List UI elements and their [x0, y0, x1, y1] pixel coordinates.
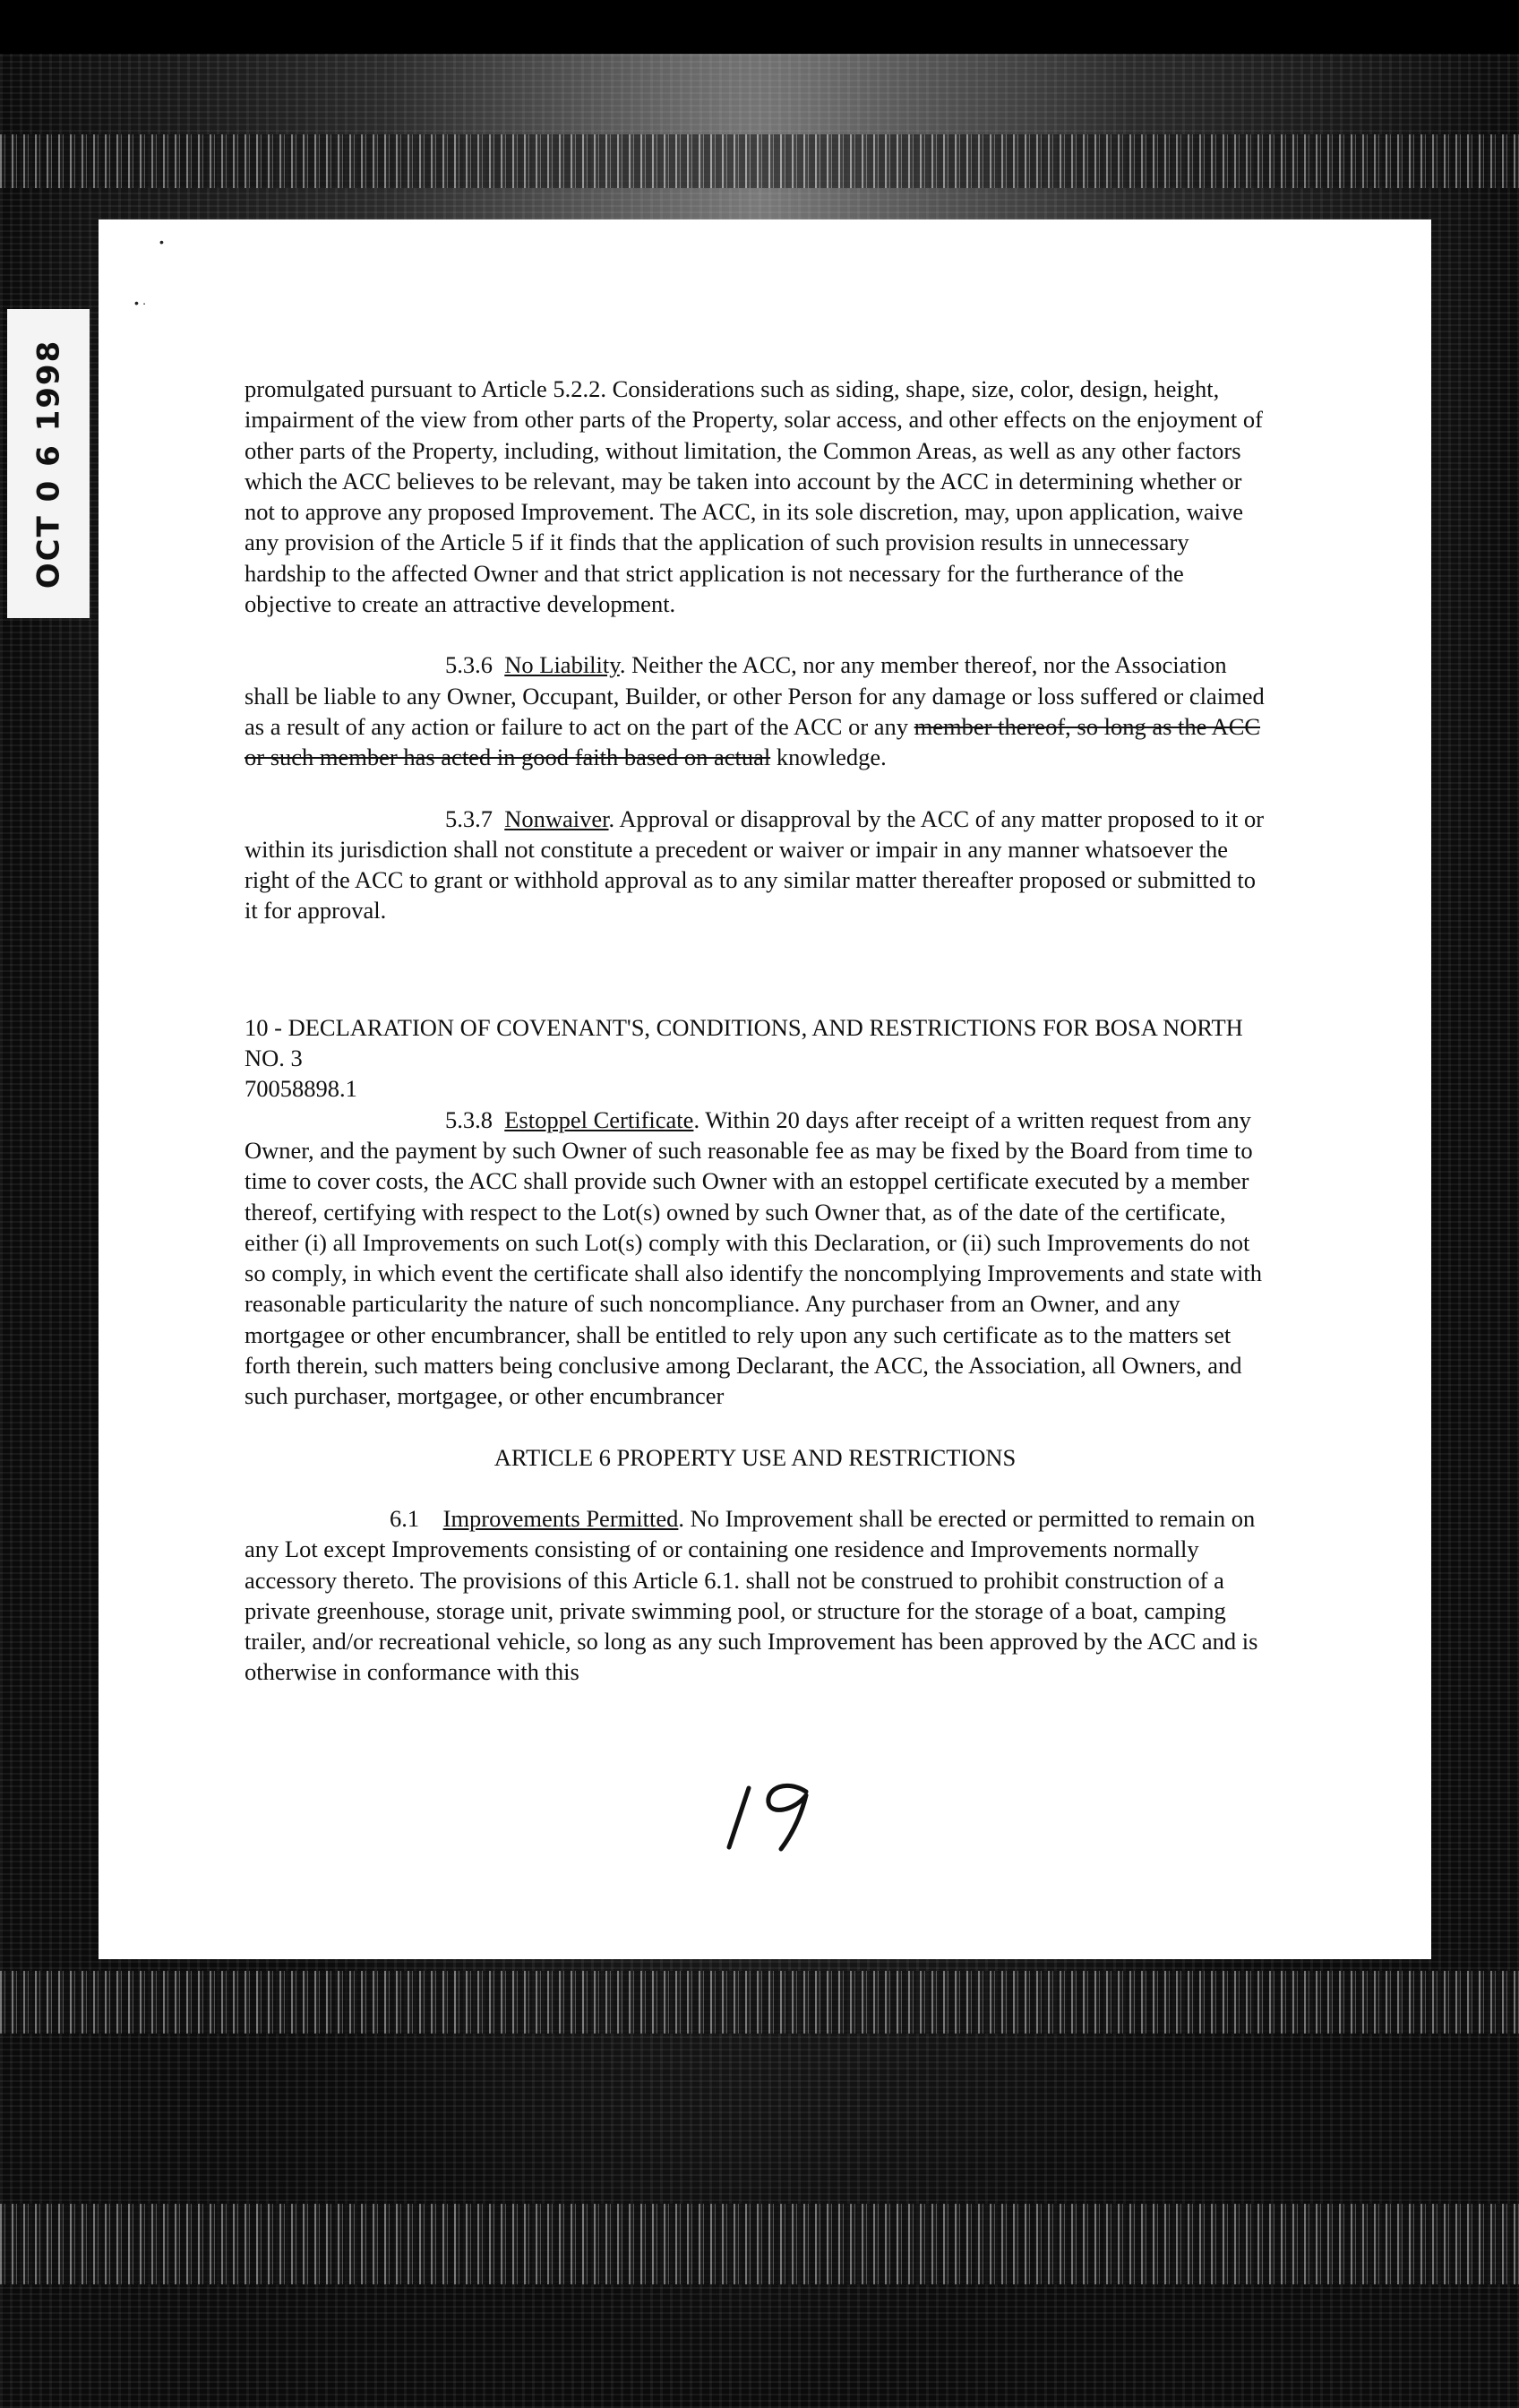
- scan-noise-lower: [0, 1971, 1519, 2034]
- section-6-1: [245, 1503, 1266, 1688]
- section-text-end: knowledge.: [770, 744, 887, 771]
- scan-noise-bottom: [0, 2204, 1519, 2284]
- date-stamp-text: OCT 0 6 1998: [30, 339, 67, 589]
- page-footer-title: 10 - DECLARATION OF COVENANT'S, CONDITIONS, AND RESTRICTIONS FOR BOSA NORTH NO. 3: [245, 1013, 1243, 1072]
- handwritten-page-number: [724, 1772, 831, 1853]
- section-title: Estoppel Certificate: [504, 1105, 694, 1133]
- section-text: . Approval or disapproval by the ACC of any matter proposed to it or within its jurisdiction shall not constitute a precedent or waiver or impair in any manner whatsoever the right of the ACC to grant or withhold approval as to any similar matter thereafter proposed or submitted to it for approval.: [245, 804, 1265, 924]
- section-5-3-6: [245, 649, 1266, 772]
- section-text: . Neither the ACC, nor any member thereof, nor the Association shall be liable to any Owner, Occupant, Builder, or other Person for any damage or loss suffered or claimed as a result of any action or failure to act on the part of the ACC or any: [245, 651, 1265, 740]
- section-number: 5.3.8: [445, 1105, 493, 1133]
- section-5-3-7: [245, 804, 1266, 926]
- section-number: 5.3.6: [445, 651, 493, 679]
- section-title: Improvements Permitted: [442, 1504, 679, 1532]
- date-stamp: [7, 309, 90, 618]
- scan-noise-top: [0, 134, 1519, 188]
- section-title: Nonwaiver: [504, 804, 609, 832]
- scan-top-band: [0, 0, 1519, 54]
- scan-speck: • ·: [134, 296, 147, 310]
- section-5-3-8: [245, 1105, 1266, 1412]
- page-footer-doc-id: 70058898.1: [245, 1075, 357, 1103]
- document-body: [245, 374, 1266, 1688]
- section-text: . No Improvement shall be erected or permitted to remain on any Lot except Improvements consisting of or containing one residence and Improvements normally accessory thereto. The provisions of this Article 6.1. shall not be construed to prohibit construction of a private greenhouse, storage unit, private swimming pool, or structure for the storage of a boat, camping trailer, and/or recreational vehicle, so long as any such Improvement has been approved by the ACC and is otherwise in conformance with this: [245, 1504, 1258, 1686]
- section-text: . Within 20 days after receipt of a written request from any Owner, and the payment by such Owner of such reasonable fee as may be fixed by the Board from time to time to cover costs, the ACC shall provide such Owner with an estoppel certificate executed by a member thereof, certifying with respect to the Lot(s) owned by such Owner that, as of the date of the certificate, either (i) all Improvements on such Lot(s) comply with this Declaration, or (ii) such Improvements do not so comply, in which event the certificate shall also identify the noncomplying Improvements and state with reasonable particularity the nature of such noncompliance. Any purchaser from an Owner, and any mortgagee or other encumbrancer, shall be entitled to rely upon any such certificate as to the matters set forth therein, such matters being conclusive among Declarant, the ACC, the Association, all Owners, and such purchaser, mortgagee, or other encumbrancer: [245, 1105, 1263, 1410]
- scan-speck: •: [159, 235, 164, 249]
- section-title: No Liability: [504, 651, 620, 679]
- section-number: 6.1: [390, 1504, 420, 1532]
- section-number: 5.3.7: [445, 804, 493, 832]
- intro-paragraph: promulgated pursuant to Article 5.2.2. Considerations such as siding, shape, size, color, design, height, impairment of the view from other parts of the Property, solar access, and other effects on the enjoyment of other parts of the Property, including, without limitation, the Common Areas, as well as any other factors which the ACC believes to be relevant, may be taken into account by the ACC in determining whether or not to approve any proposed Improvement. The ACC, in its sole discretion, may, upon application, waive any provision of the Article 5 if it finds that the application of such provision results in unnecessary hardship to the affected Owner and that strict application is not necessary for the furtherance of the objective to create an attractive development.: [245, 375, 1263, 618]
- article-6-heading: ARTICLE 6 PROPERTY USE AND RESTRICTIONS: [493, 1443, 1017, 1471]
- struck-text: member thereof, so long as the ACC or such member has acted in good faith based on actual: [245, 712, 1261, 771]
